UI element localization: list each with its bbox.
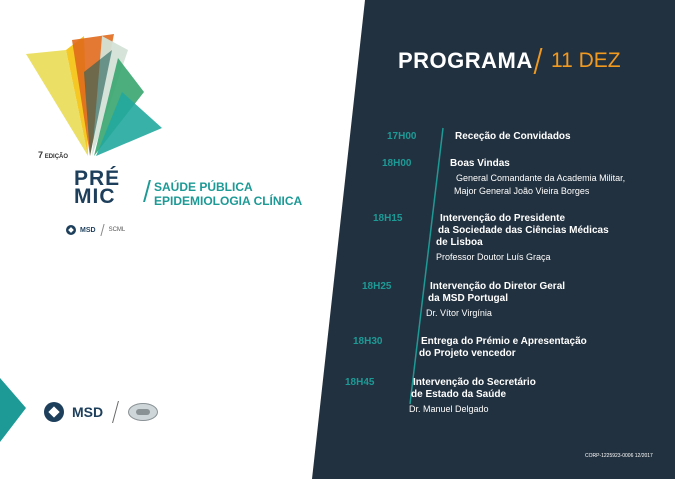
event-detail-line: Dr. Vítor Virgínia	[426, 308, 492, 318]
edition-text: EDIÇÃO	[44, 154, 69, 160]
msd-label-large: MSD	[72, 404, 104, 420]
event-title-line: Intervenção do Diretor Geral	[430, 281, 566, 292]
event-detail-line: Dr. Manuel Delgado	[409, 404, 489, 414]
event-time: 18H30	[353, 336, 383, 347]
premic-line-1: PRÉ	[74, 167, 121, 190]
edition-number: 7	[38, 150, 44, 160]
event-detail-line: General Comandante da Academia Militar,	[456, 173, 626, 183]
subject-line-1: SAÚDE PÚBLICA	[154, 180, 253, 194]
event-title-line: Intervenção do Secretário	[413, 377, 536, 388]
event-title-line: da MSD Portugal	[428, 293, 509, 304]
event-title-line: Entrega do Prémio e Apresentação	[421, 336, 587, 347]
program-title: PROGRAMA	[398, 48, 533, 73]
corporate-code: CORP-1225923-0006 12/2017	[585, 453, 653, 459]
event-title-line: da Sociedade das Ciências Médicas	[438, 225, 609, 236]
msd-label-small: MSD	[80, 226, 96, 234]
event-title-line: Boas Vindas	[450, 158, 510, 169]
event-title-line: Receção de Convidados	[455, 131, 571, 142]
event-time: 18H15	[373, 213, 403, 224]
event-title-line: do Projeto vencedor	[419, 348, 516, 359]
event-time: 18H25	[362, 281, 392, 292]
event-title-line: de Lisboa	[436, 237, 483, 248]
premic-line-2: MIC	[74, 185, 116, 208]
scml-label-small: SCML	[108, 227, 126, 233]
subject-line-2: EPIDEMIOLOGIA CLÍNICA	[154, 194, 303, 208]
event-title-line: Intervenção do Presidente	[440, 213, 566, 224]
event-time: 18H00	[382, 158, 412, 169]
event-time: 17H00	[387, 131, 417, 142]
event-detail-line: Major General João Vieira Borges	[454, 186, 590, 196]
program-date: 11 DEZ	[551, 49, 621, 72]
event-detail-line: Professor Doutor Luís Graça	[436, 252, 551, 262]
event-time: 18H45	[345, 377, 375, 388]
event-title-line: de Estado da Saúde	[411, 389, 507, 400]
